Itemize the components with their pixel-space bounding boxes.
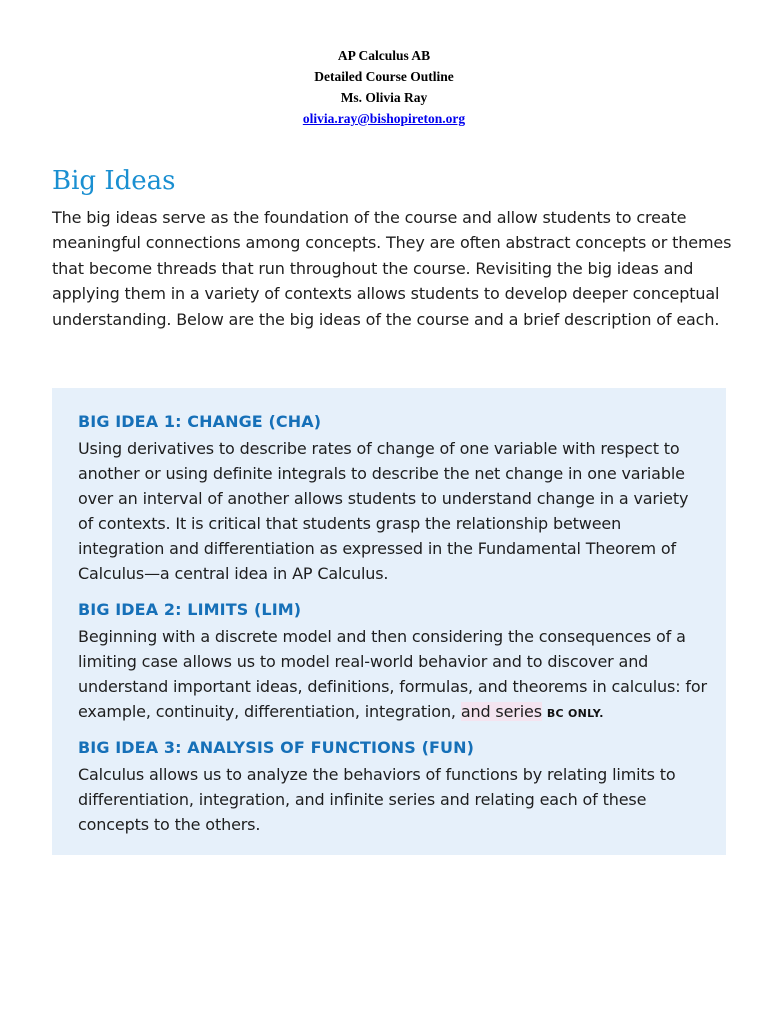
big-idea-2-body-paragraph [78, 624, 708, 726]
big-idea-3 [78, 736, 708, 837]
teacher-name: Ms. Olivia Ray [340, 90, 428, 105]
big-ideas-box [52, 388, 726, 855]
highlighted-text: and series [460, 702, 542, 721]
big-idea-2 [78, 598, 708, 726]
big-idea-1-body: Using derivatives to describe rates of change of one variable with respect to another or using definite integrals to describe the net change in one variable over an interval of another allows students to understand change in a variety of contexts. It is critical that students grasp the relationship between integration and differentiation as expressed in the Fundamental Theorem of Calculus—a central idea in AP Calculus. [78, 439, 689, 583]
big-idea-2-body: Beginning with a discrete model and then considering the consequences of a limiting case allows us to model real-world behavior and to discover and understand important ideas, definitions, formulas, and theorems in calculus: for example, continuity, differentiation, integration, [78, 627, 707, 721]
document-header [0, 45, 768, 129]
bc-only-tag: BC ONLY. [546, 707, 604, 720]
teacher-email-link[interactable]: olivia.ray@bishopireton.org [302, 111, 466, 126]
course-name: AP Calculus AB [337, 48, 431, 63]
big-idea-3-heading: BIG IDEA 3: ANALYSIS OF FUNCTIONS (FUN) [78, 738, 475, 757]
big-idea-1 [78, 410, 708, 586]
intro-paragraph: The big ideas serve as the foundation of the course and allow students to create meaningful connections among concepts. They are often abstract concepts or themes that become threads that run throughout the course. Revisiting the big ideas and applying them in a variety of contexts allows students to develop deeper conceptual understanding. Below are the big ideas of the course and a brief description of each. [52, 208, 732, 329]
big-idea-1-heading: BIG IDEA 1: CHANGE (CHA) [78, 412, 322, 431]
section-title: Big Ideas [52, 166, 176, 196]
outline-subtitle: Detailed Course Outline [314, 69, 454, 84]
big-idea-3-body: Calculus allows us to analyze the behaviors of functions by relating limits to differentiation, integration, and infinite series and relating each of these concepts to the others. [78, 765, 676, 834]
big-idea-2-heading: BIG IDEA 2: LIMITS (LIM) [78, 600, 302, 619]
